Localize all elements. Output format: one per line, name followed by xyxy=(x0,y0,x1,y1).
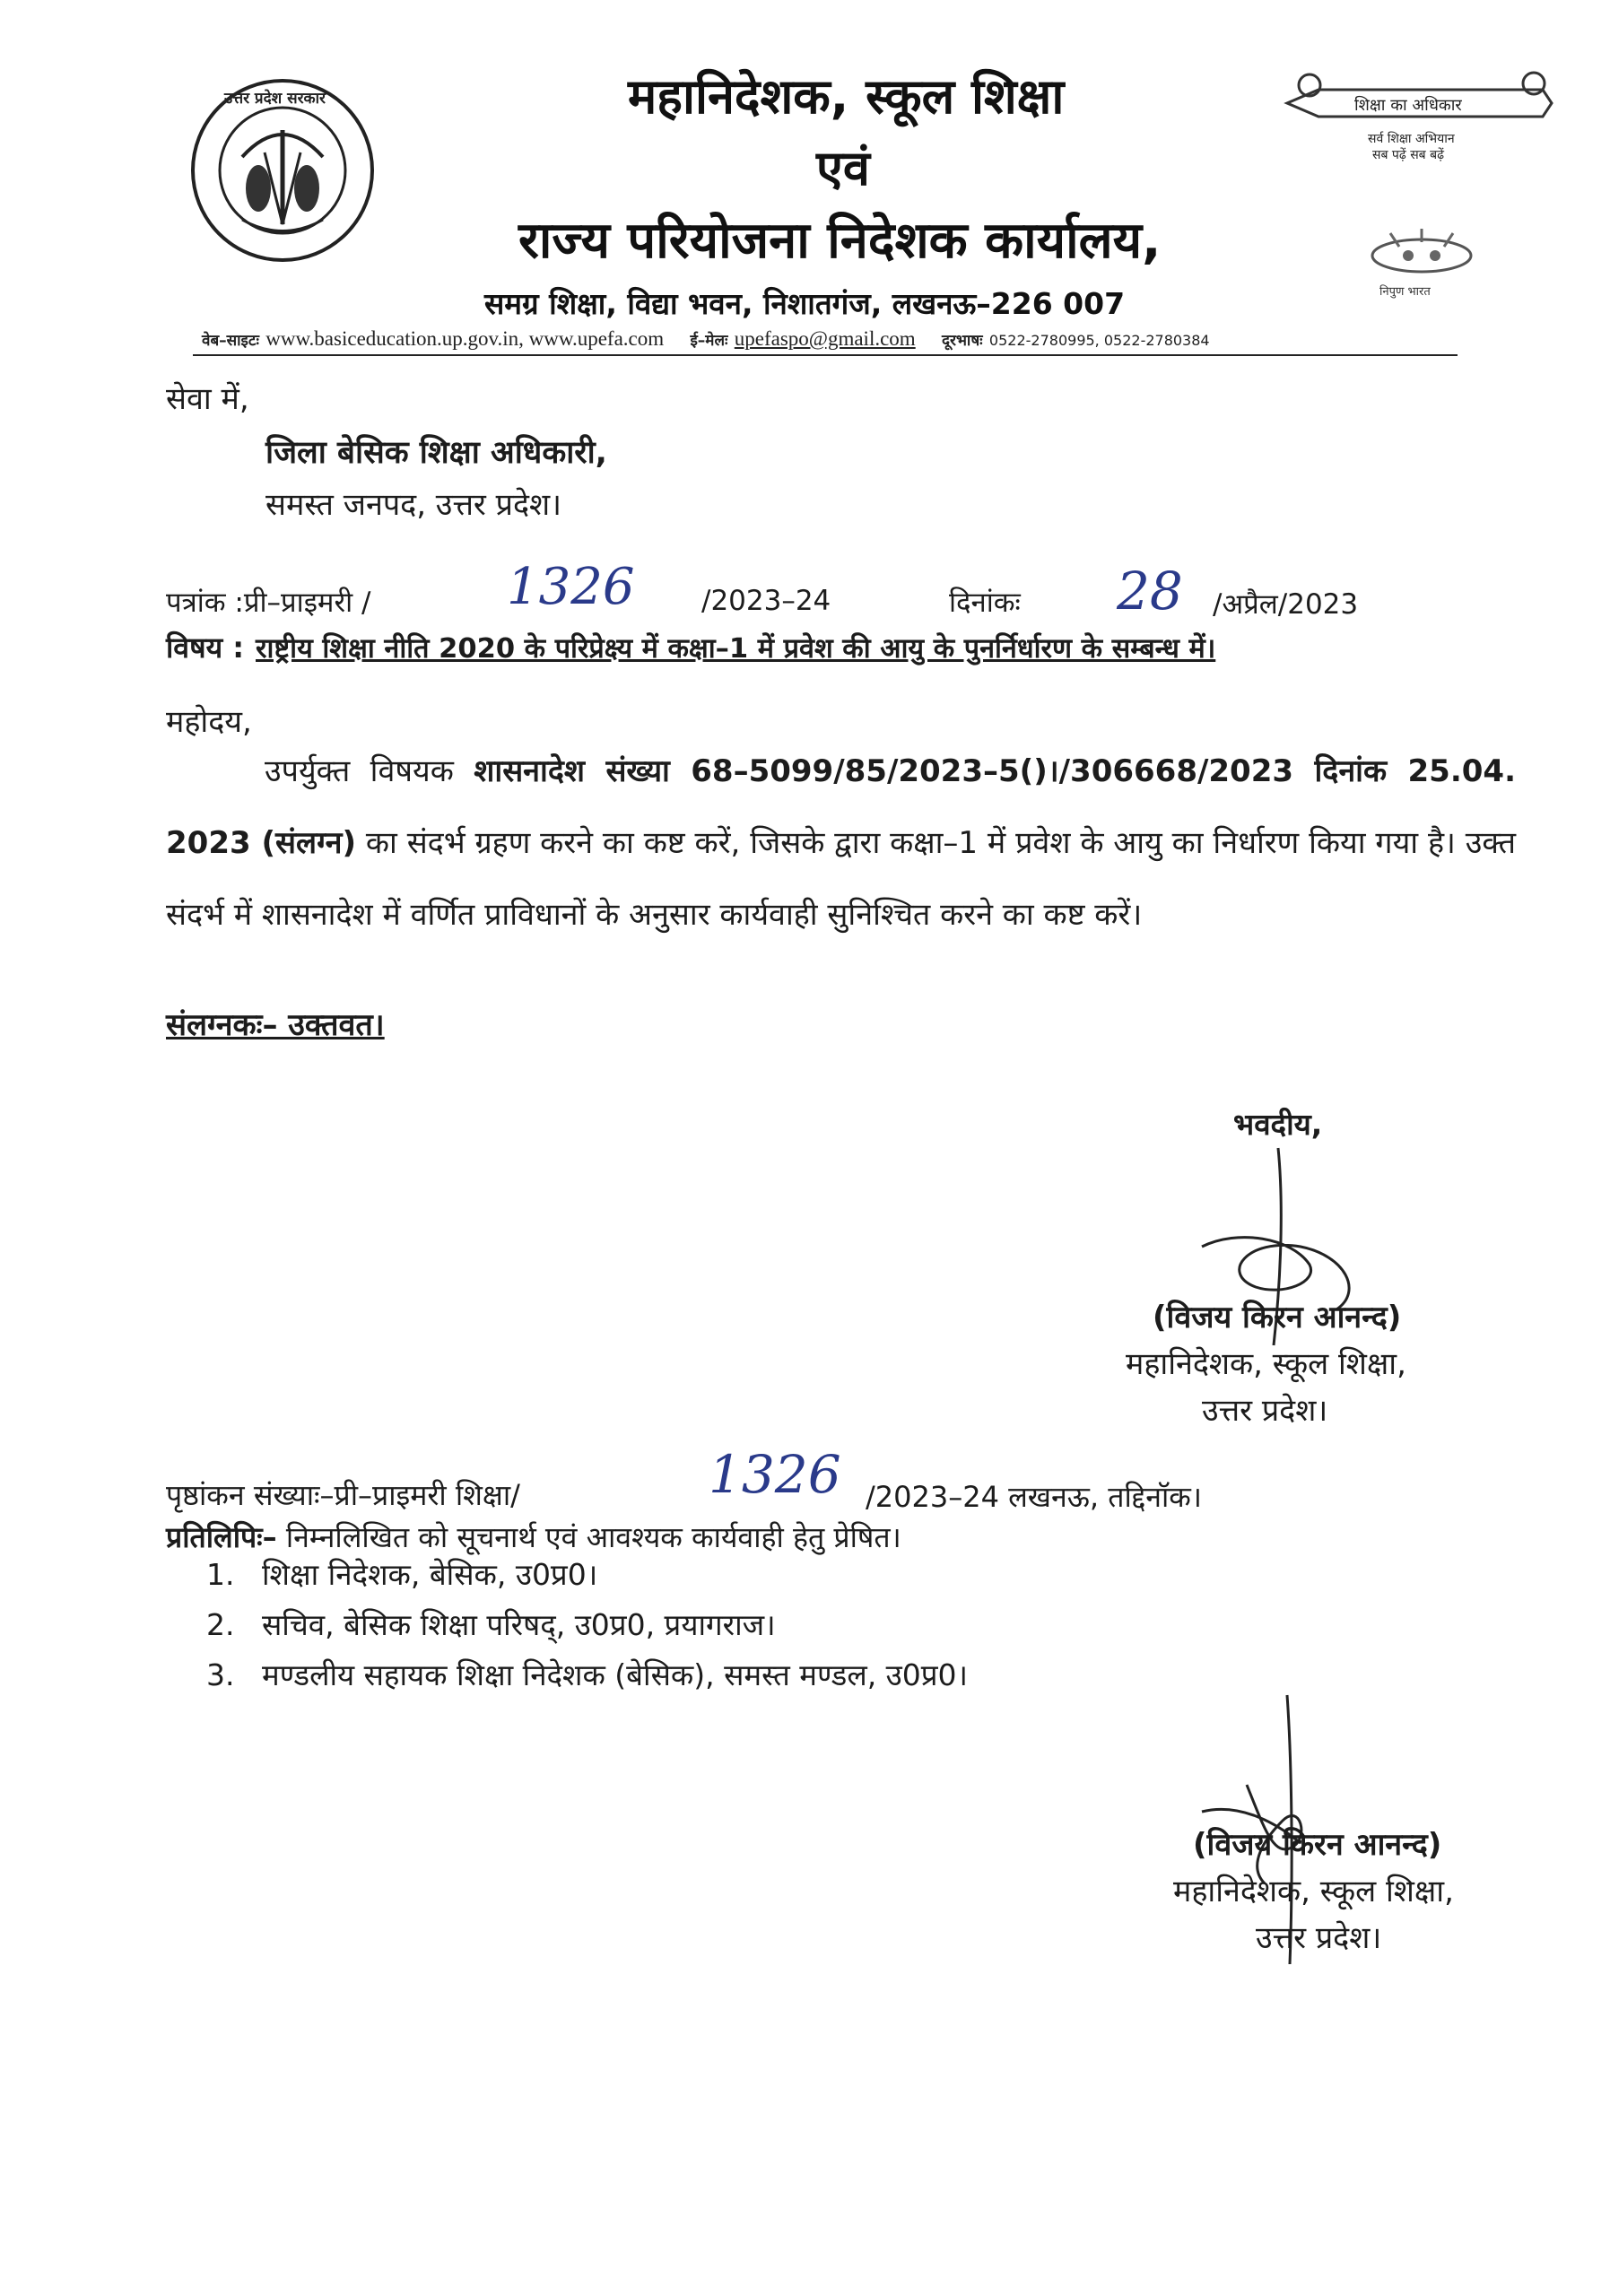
recipient-place: समस्त जनपद, उत्तर प्रदेश। xyxy=(265,487,562,523)
endorsement-label: पृष्ठांकन संख्याः–प्री–प्राइमरी शिक्षा/ xyxy=(166,1478,520,1512)
ssa-text: सर्व शिक्षा अभियान xyxy=(1368,132,1455,146)
body-paragraph xyxy=(166,735,1516,951)
office-title-line2: एवं xyxy=(816,140,870,196)
copy-to-text: निम्नलिखित को सूचनार्थ एवं आवश्यक कार्यवाही हेतु प्रेषित। xyxy=(285,1520,901,1554)
endorsement-number-handwritten: 1326 xyxy=(709,1444,841,1505)
phone-label: दूरभाषः xyxy=(942,332,983,350)
government-order-reference: शासनादेश संख्या 68–5099/85/2023–5()।/306668/2023 दिनांक 25.04. 2023 (संलग्न) xyxy=(166,753,1516,861)
office-title-line3: राज्य परियोजना निदेशक कार्यालय, xyxy=(518,212,1162,270)
emblem-text: उत्तर प्रदेश सरकार xyxy=(224,90,326,108)
list-item xyxy=(206,1550,968,1600)
nipun-logo-text: निपुण भारत xyxy=(1379,285,1431,299)
list-text: मण्डलीय सहायक शिक्षा निदेशक (बेसिक), समस्त मण्डल, उ0प्र0। xyxy=(262,1657,969,1692)
nipun-bharat-logo xyxy=(1354,224,1489,305)
email-label: ई–मेलः xyxy=(690,332,728,350)
signatory-state-1: उत्तर प्रदेश। xyxy=(1202,1393,1328,1429)
office-title-line1: महानिदेशक, स्कूल शिक्षा xyxy=(628,68,1065,125)
paragraph-intro: उपर्युक्त विषयक xyxy=(265,753,454,789)
copy-recipient-list xyxy=(206,1550,968,1700)
list-number: 3. xyxy=(206,1657,235,1692)
header-divider xyxy=(193,354,1458,356)
contact-line xyxy=(202,327,1210,351)
list-number: 1. xyxy=(206,1557,235,1592)
list-item xyxy=(206,1600,968,1650)
website-label: वेब–साइटः xyxy=(202,332,259,350)
signatory-state-2: उत्तर प्रदेश। xyxy=(1256,1920,1382,1956)
subject-text: राष्ट्रीय शिक्षा नीति 2020 के परिप्रेक्ष्य में कक्षा–1 में प्रवेश की आयु के पुनर्निर्धारण के सम्बन्ध में। xyxy=(256,633,1216,665)
up-government-emblem xyxy=(188,76,377,265)
subject-label: विषय : xyxy=(166,631,245,665)
paragraph-body: का संदर्भ ग्रहण करने का कष्ट करें, जिसके द्वारा कक्षा–1 में प्रवेश के आयु का निर्धारण किया गया है। उक्त संदर्भ में शासनादेश में वर्णित प्राविधानों के अनुसार कार्यवाही सुनिश्चित करने का कष्ट करें। xyxy=(166,825,1516,933)
letter-year: /2023–24 xyxy=(701,585,831,617)
salutation: महोदय, xyxy=(166,704,252,740)
enclosure-note: संलग्नकः– उक्तवत। xyxy=(166,1007,385,1043)
date-label: दिनांकः xyxy=(949,587,1021,619)
rte-logo xyxy=(1283,67,1561,166)
nipun-logo-icon xyxy=(1354,224,1489,278)
list-text: सचिव, बेसिक शिक्षा परिषद्, उ0प्र0, प्रयागराज। xyxy=(262,1607,776,1642)
letter-number-label: पत्रांक :प्री–प्राइमरी / xyxy=(166,587,371,619)
ssa-slogan: सब पढ़ें सब बढ़ें xyxy=(1372,148,1444,162)
signatory-designation-2: महानिदेशक, स्कूल शिक्षा, xyxy=(1173,1874,1454,1909)
endorsement-date: /2023–24 लखनऊ, तद्दिनॉक। xyxy=(866,1480,1202,1514)
date-month-year: /अप्रैल/2023 xyxy=(1213,588,1359,621)
website-links[interactable]: www.basiceducation.up.gov.in, www.upefa.com xyxy=(265,327,665,350)
to-line: सेवा में, xyxy=(166,381,249,417)
copy-to-label: प्रतिलिपिः– xyxy=(166,1520,277,1554)
signatory-designation-1: महानिदेशक, स्कूल शिक्षा, xyxy=(1126,1346,1406,1382)
closing-yours: भवदीय, xyxy=(1233,1107,1323,1142)
list-item xyxy=(206,1650,968,1700)
list-text: शिक्षा निदेशक, बेसिक, उ0प्र0। xyxy=(262,1557,598,1592)
date-day-handwritten: 28 xyxy=(1117,561,1183,622)
office-address: समग्र शिक्षा, विद्या भवन, निशातगंज, लखनऊ–226 007 xyxy=(484,286,1126,321)
rte-logo-text: शिक्षा का अधिकार xyxy=(1354,96,1462,115)
recipient-name: जिला बेसिक शिक्षा अधिकारी, xyxy=(265,435,607,471)
phone-numbers: 0522-2780995, 0522-2780384 xyxy=(988,332,1210,349)
signatory-name-2: (विजय किरन आनन्द) xyxy=(1193,1827,1442,1863)
letter-number-handwritten: 1326 xyxy=(507,558,635,616)
signatory-name-1: (विजय किरन आनन्द) xyxy=(1153,1300,1402,1335)
list-number: 2. xyxy=(206,1607,235,1642)
email-link[interactable]: upefaspo@gmail.com xyxy=(734,327,916,350)
